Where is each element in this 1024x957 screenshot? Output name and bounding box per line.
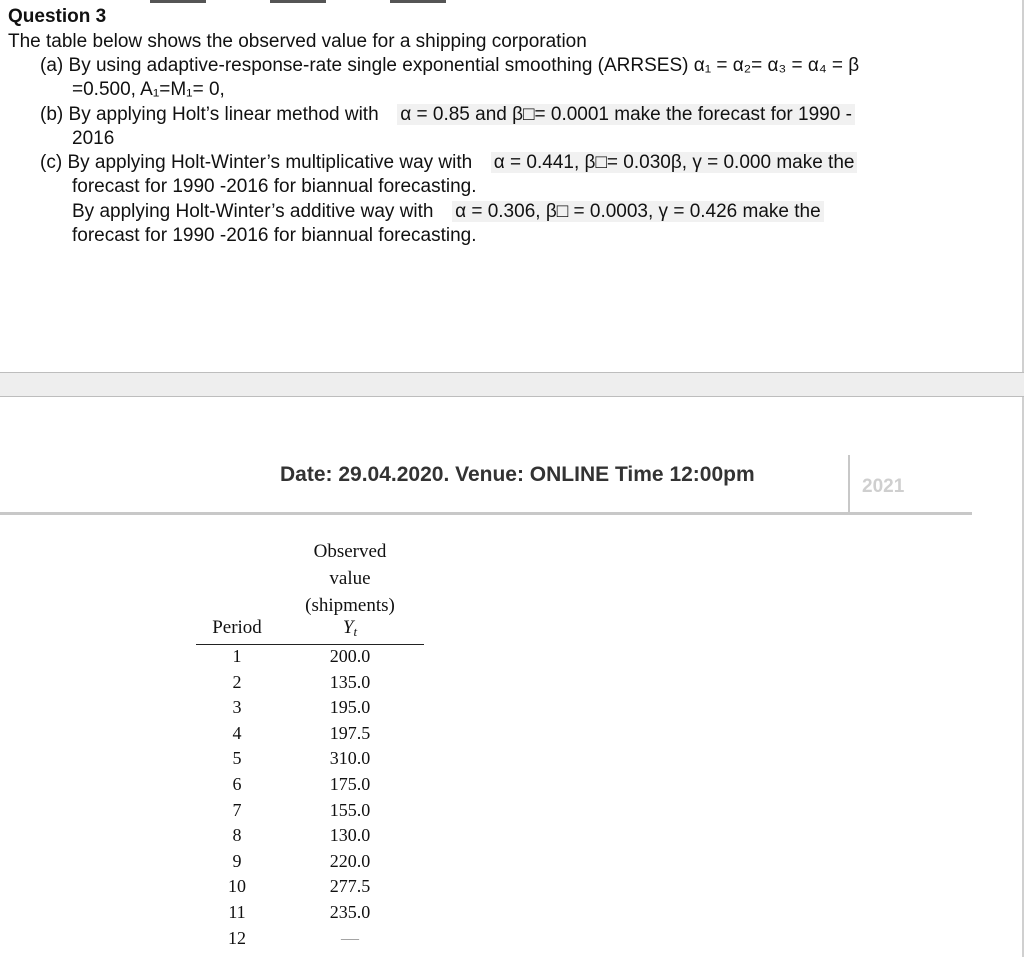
table-value-cell: 277.5 (329, 876, 371, 897)
obs-header-line3: (shipments) (305, 595, 395, 616)
part-a-line1 (40, 55, 859, 77)
table-value-cell: 235.0 (329, 902, 371, 922)
part-c-line1 (40, 152, 857, 174)
year-label: 2021 (862, 476, 905, 497)
header-divider (848, 455, 850, 513)
table-period-cell: 10 (228, 876, 246, 897)
part-c-label: (c) (40, 152, 63, 173)
part-b-line2: 2016 (72, 128, 115, 149)
part-b-params: α = 0.85 and β□= 0.0001 make the forecast for 1990 - (397, 104, 855, 125)
table-value-cell: 195.0 (329, 697, 371, 718)
table-value-cell: 155.0 (329, 799, 371, 820)
part-a-label: (a) (40, 55, 64, 76)
part-c2-line2: forecast for 1990 -2016 for biannual forecasting. (72, 225, 477, 246)
table-period-cell: 8 (232, 825, 242, 846)
table-value-cell: 175.0 (329, 774, 371, 794)
table-value-cell: 220.0 (329, 850, 371, 871)
question-title: Question 3 (8, 6, 107, 27)
table-header-rule (196, 644, 424, 645)
yt-header (300, 617, 400, 640)
table-period-cell: 5 (232, 748, 242, 769)
part-c2-line1 (72, 201, 824, 223)
table-period-cell: 4 (232, 722, 242, 743)
table-period-cell: 11 (228, 902, 246, 922)
date-venue-time: Date: 29.04.2020. Venue: ONLINE Time 12:00pm (280, 463, 755, 486)
part-c-text: By applying Holt-Winter’s multiplicative way with (67, 152, 473, 173)
header-rule (0, 512, 972, 515)
table-period-cell: 7 (232, 799, 242, 820)
part-b-line1 (40, 104, 855, 126)
obs-header-line2: value (329, 568, 371, 589)
table-value-cell: 135.0 (329, 671, 371, 692)
part-c2-params: α = 0.306, β□ = 0.0003, γ = 0.426 make the (452, 201, 824, 222)
part-a-text: By using adaptive-response-rate single exponential smoothing (ARRSES) α₁ = α₂= α₃ = α₄ = β (68, 55, 860, 76)
yt-subscript: t (353, 624, 358, 639)
table-period-cell: 12 (228, 927, 246, 948)
table-period-cell: 3 (232, 697, 242, 718)
table-value-cell: 197.5 (329, 722, 371, 743)
part-b-label: (b) (40, 104, 64, 125)
question-intro: The table below shows the observed value for a shipping corporation (8, 31, 587, 52)
part-c-params: α = 0.441, β□= 0.030β, γ = 0.000 make the (491, 152, 858, 173)
table-period-cell: 2 (232, 671, 242, 692)
part-c2-text: By applying Holt-Winter’s additive way with (72, 201, 434, 222)
period-header: Period (212, 617, 262, 638)
table-value-cell: 130.0 (329, 825, 371, 846)
table-period-cell: 9 (232, 850, 242, 871)
cropped-previous-content (150, 0, 510, 3)
table-value-cell: 310.0 (329, 748, 371, 769)
obs-header-line1: Observed (313, 541, 387, 562)
table-period-cell: 1 (232, 646, 242, 666)
table-value-cell: — (341, 927, 359, 948)
table-period-cell: 6 (232, 774, 242, 794)
part-b-text: By applying Holt’s linear method with (68, 104, 379, 125)
part-c-line2: forecast for 1990 -2016 for biannual forecasting. (72, 176, 477, 197)
table-value-cell: 200.0 (329, 646, 371, 666)
section-separator (0, 372, 1024, 397)
part-a-line2: =0.500, A₁=M₁= 0, (72, 79, 225, 100)
yt-symbol: Y (342, 617, 354, 638)
